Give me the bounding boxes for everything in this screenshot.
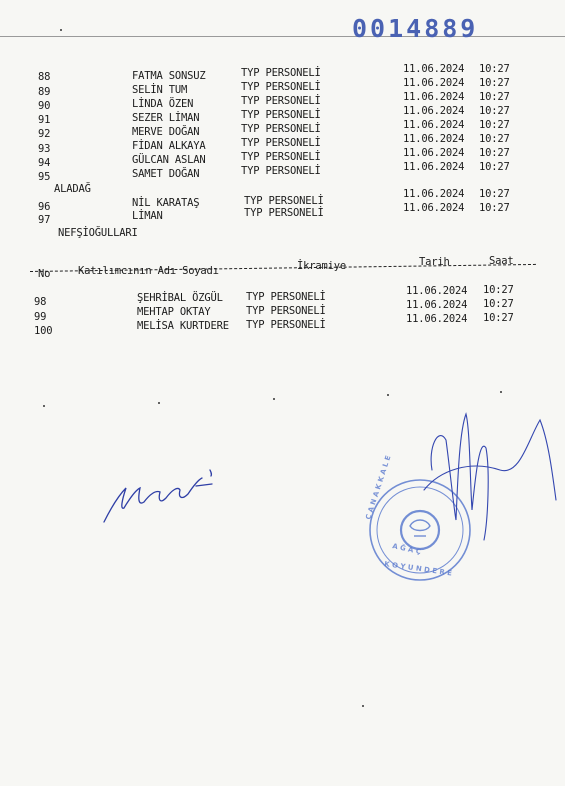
svg-text:K O Y U N D E R E: K O Y U N D E R E <box>383 560 453 578</box>
name-overflow: ALADAĞ <box>54 183 91 195</box>
row-prize: TYP PERSONELİ <box>241 165 321 177</box>
row-time: 10:27 <box>479 91 510 103</box>
row-date: 11.06.2024 <box>403 105 465 117</box>
row-time: 10:27 <box>483 312 514 324</box>
row-prize: TYP PERSONELİ <box>246 291 326 303</box>
row-prize: TYP PERSONELİ <box>241 123 321 135</box>
row-prize: TYP PERSONELİ <box>241 67 321 79</box>
row-no: 98 <box>34 296 47 308</box>
row-name: MERVE DOĞAN <box>132 126 200 138</box>
row-name: MELİSA KURTDERE <box>137 320 229 332</box>
row-prize: TYP PERSONELİ <box>244 207 324 219</box>
header-time: Saat <box>489 255 514 267</box>
row-date: 11.06.2024 <box>403 133 465 145</box>
row-name: GÜLCAN ASLAN <box>132 154 206 166</box>
row-time: 10:27 <box>479 133 510 145</box>
row-name: MEHTAP OKTAY <box>137 306 211 318</box>
row-date: 11.06.2024 <box>406 313 468 325</box>
row-no: 100 <box>34 325 53 337</box>
row-no: 95 <box>38 171 51 183</box>
row-no: 90 <box>38 100 51 112</box>
row-no: 97 <box>38 214 51 226</box>
row-no: 94 <box>38 157 51 169</box>
row-date: 11.06.2024 <box>403 202 465 214</box>
row-time: 10:27 <box>479 105 510 117</box>
row-prize: TYP PERSONELİ <box>246 319 326 331</box>
row-prize: TYP PERSONELİ <box>241 151 321 163</box>
svg-text:A Ğ A Ç: A Ğ A Ç <box>391 542 422 556</box>
row-prize: TYP PERSONELİ <box>241 81 321 93</box>
header-date: Tarih <box>419 256 450 268</box>
header-no: No <box>38 268 51 280</box>
row-date: 11.06.2024 <box>406 285 468 297</box>
row-date: 11.06.2024 <box>403 147 465 159</box>
row-date: 11.06.2024 <box>403 188 465 200</box>
header-prize: İkramiye <box>297 260 346 272</box>
row-name: SEZER LİMAN <box>132 112 200 124</box>
row-no: 92 <box>38 128 51 140</box>
row-name: ŞEHRİBAL ÖZGÜL <box>137 292 223 304</box>
row-time: 10:27 <box>479 188 510 200</box>
row-time: 10:27 <box>479 63 510 75</box>
row-no: 96 <box>38 201 51 213</box>
row-name: FİDAN ALKAYA <box>132 140 206 152</box>
row-date: 11.06.2024 <box>403 119 465 131</box>
serial-number: 0014889 <box>352 14 479 43</box>
row-name: LİMAN <box>132 210 163 222</box>
row-date: 11.06.2024 <box>403 91 465 103</box>
name-overflow: NEFŞİOĞULLARI <box>58 227 138 239</box>
row-prize: TYP PERSONELİ <box>241 95 321 107</box>
svg-text:Ç A N A K K A L E: Ç A N A K K A L E <box>364 454 393 521</box>
row-time: 10:27 <box>479 147 510 159</box>
row-time: 10:27 <box>483 298 514 310</box>
row-time: 10:27 <box>479 161 510 173</box>
row-name: NİL KARATAŞ <box>132 197 200 209</box>
row-no: 93 <box>38 143 51 155</box>
row-prize: TYP PERSONELİ <box>241 137 321 149</box>
row-name: SELİN TUM <box>132 84 188 96</box>
row-no: 91 <box>38 114 51 126</box>
row-prize: TYP PERSONELİ <box>241 109 321 121</box>
row-date: 11.06.2024 <box>403 77 465 89</box>
row-prize: TYP PERSONELİ <box>244 195 324 207</box>
row-prize: TYP PERSONELİ <box>246 305 326 317</box>
row-time: 10:27 <box>483 284 514 296</box>
row-date: 11.06.2024 <box>406 299 468 311</box>
row-date: 11.06.2024 <box>403 161 465 173</box>
row-name: LİNDA ÖZEN <box>132 98 194 110</box>
row-name: SAMET DOĞAN <box>132 168 200 180</box>
row-time: 10:27 <box>479 77 510 89</box>
row-no: 89 <box>38 86 51 98</box>
row-date: 11.06.2024 <box>403 63 465 75</box>
row-name: FATMA SONSUZ <box>132 70 206 82</box>
row-time: 10:27 <box>479 119 510 131</box>
row-no: 99 <box>34 311 47 323</box>
header-name: Katılımcının Adı Soyadı <box>78 265 219 277</box>
row-time: 10:27 <box>479 202 510 214</box>
row-no: 88 <box>38 71 51 83</box>
